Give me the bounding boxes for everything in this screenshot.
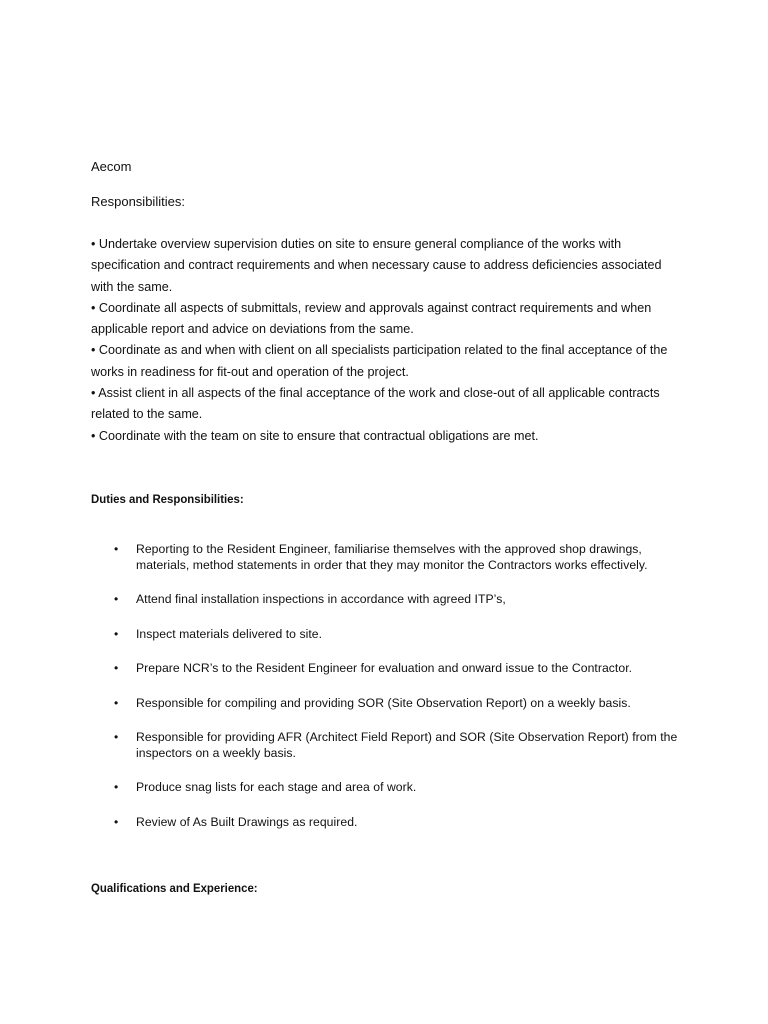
bullet-icon: •	[114, 542, 119, 556]
duty-text: Responsible for providing AFR (Architect Field Report) and SOR (Site Observation Report) from the inspectors on a weekly basis.	[136, 730, 678, 760]
bullet-icon: •	[114, 780, 119, 794]
bullet-icon: •	[114, 730, 119, 744]
duty-item	[91, 627, 691, 643]
bullet-icon: •	[114, 592, 119, 606]
responsibility-item: • Coordinate as and when with client on all specialists participation related to the final acceptance of the works in readiness for fit-out and operation of the project.	[91, 343, 668, 379]
duties-heading: Duties and Responsibilities:	[91, 492, 244, 506]
duty-text: Responsible for compiling and providing SOR (Site Observation Report) on a weekly basis.	[136, 695, 631, 710]
duty-item	[91, 730, 691, 761]
duty-item	[91, 815, 691, 831]
duty-text: Review of As Built Drawings as required.	[136, 814, 358, 829]
bullet-icon: •	[114, 626, 119, 641]
qualifications-heading: Qualifications and Experience:	[91, 881, 258, 895]
bullet-icon: •	[114, 661, 119, 675]
responsibility-item: • Undertake overview supervision duties on site to ensure general compliance of the works with specification and contract requirements and when necessary cause to address deficiencies associated with the same.	[91, 237, 662, 294]
bullet-icon: •	[114, 814, 119, 829]
responsibility-item: • Coordinate with the team on site to ensure that contractual obligations are met.	[91, 428, 539, 443]
responsibilities-heading: Responsibilities:	[91, 194, 185, 209]
document-page	[91, 0, 691, 1024]
bullet-icon: •	[114, 695, 119, 710]
duty-text: Produce snag lists for each stage and area of work.	[136, 780, 417, 794]
responsibilities-list	[91, 234, 681, 447]
company-name: Aecom	[91, 159, 132, 174]
duty-item	[91, 780, 691, 796]
responsibility-item: • Assist client in all aspects of the final acceptance of the work and close-out of all applicable contracts related to the same.	[91, 386, 660, 422]
duty-item	[91, 592, 691, 608]
duty-text: Reporting to the Resident Engineer, familiarise themselves with the approved shop drawings, materials, method statements in order that they may monitor the Contractors works effectively.	[136, 542, 648, 572]
duty-text: Prepare NCR’s to the Resident Engineer for evaluation and onward issue to the Contractor.	[136, 661, 633, 675]
duty-text: Attend final installation inspections in accordance with agreed ITP’s,	[136, 592, 506, 606]
responsibility-item: • Coordinate all aspects of submittals, review and approvals against contract requirements and when applicable report and advice on deviations from the same.	[91, 300, 652, 337]
duties-list	[91, 542, 691, 849]
duty-item	[91, 661, 691, 677]
duty-text: Inspect materials delivered to site.	[136, 626, 323, 641]
duty-item	[91, 696, 691, 712]
duty-item	[91, 542, 691, 573]
